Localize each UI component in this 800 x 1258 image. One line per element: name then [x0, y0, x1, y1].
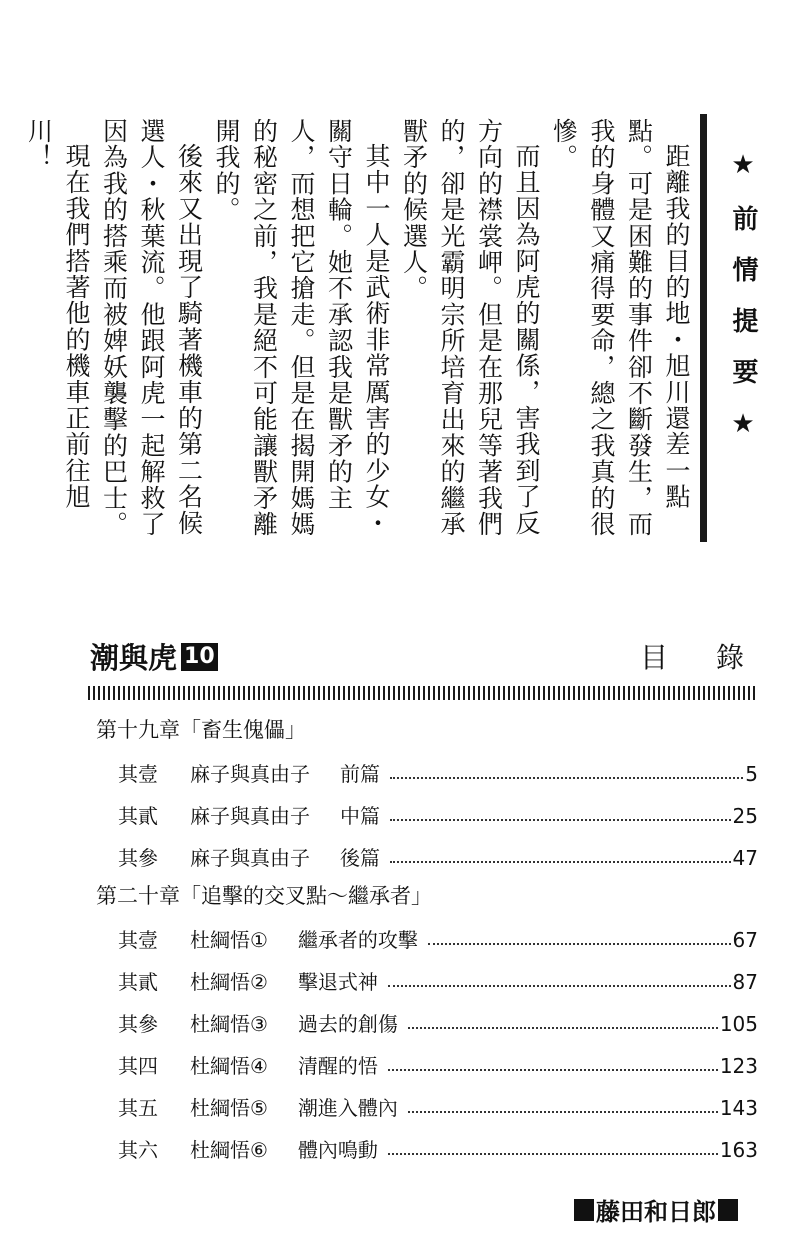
entry-number: 其壹: [118, 762, 158, 786]
entry-number: 其六: [118, 1138, 158, 1162]
chapter-title: 第二十章「追擊的交叉點～繼承者」: [96, 884, 432, 908]
entry-page-number: 123: [719, 1054, 758, 1078]
entry-subtitle: 前篇: [340, 762, 380, 786]
entry-page-number: 25: [732, 804, 758, 828]
synopsis-text: [24, 118, 695, 538]
entry-title: 杜綱悟⑥: [190, 1138, 268, 1162]
black-square-ornament: [718, 1199, 738, 1221]
leader-dots: [390, 861, 731, 863]
toc-entry[interactable]: [118, 966, 758, 996]
entry-title: 杜綱悟①: [190, 928, 268, 952]
entry-title: 麻子與真由子: [190, 762, 310, 786]
toc-entry[interactable]: [118, 1008, 758, 1038]
series-title: [90, 636, 218, 677]
author-credit: [574, 1192, 738, 1227]
entry-subtitle: 中篇: [340, 804, 380, 828]
leader-dots: [428, 943, 731, 945]
volume-badge: 10: [181, 643, 218, 671]
entry-subtitle: 後篇: [340, 846, 380, 870]
toc-entry[interactable]: [118, 924, 758, 954]
entry-title: 麻子與真由子: [190, 846, 310, 870]
entry-subtitle: 擊退式神: [297, 970, 378, 994]
entry-number: 其參: [118, 1012, 158, 1036]
entry-subtitle: 潮進入體內: [297, 1096, 398, 1120]
entry-number: 其參: [118, 846, 158, 870]
toc-entry[interactable]: [118, 800, 758, 830]
leader-dots: [388, 1069, 718, 1071]
synopsis-divider-bar: [700, 114, 707, 542]
entry-title: 麻子與真由子: [190, 804, 310, 828]
toc-entry[interactable]: [118, 758, 758, 788]
synopsis-label: ★前情提要★: [728, 150, 758, 464]
entry-title: 杜綱悟④: [190, 1054, 268, 1078]
entry-number: 其貳: [118, 970, 158, 994]
synopsis-paragraph: 現在我們搭著他的機車正前往旭川！: [24, 118, 91, 510]
entry-page-number: 5: [745, 762, 758, 786]
chapter-title: 第十九章「畜生傀儡」: [96, 718, 306, 742]
decorative-tick-rule: [88, 686, 758, 700]
entry-page-number: 163: [719, 1138, 758, 1162]
black-square-ornament: [574, 1199, 594, 1221]
leader-dots: [390, 777, 743, 779]
toc-entry[interactable]: [118, 1092, 758, 1122]
entry-subtitle: 清醒的悟: [297, 1054, 378, 1078]
toc-heading: 目錄: [640, 641, 793, 674]
entry-page-number: 87: [732, 970, 758, 994]
entry-number: 其四: [118, 1054, 158, 1078]
entry-page-number: 143: [719, 1096, 758, 1120]
entry-page-number: 67: [732, 928, 758, 952]
entry-page-number: 105: [719, 1012, 758, 1036]
leader-dots: [388, 1153, 718, 1155]
entry-subtitle: 體內鳴動: [297, 1138, 378, 1162]
synopsis-paragraph: 而且因為阿虎的關係，害我到了反方向的襟裳岬。但是在那兒等著我們的，卻是光霸明宗所培育出來的繼承獸矛的候選人。: [399, 118, 541, 538]
entry-number: 其貳: [118, 804, 158, 828]
leader-dots: [388, 985, 731, 987]
entry-number: 其五: [118, 1096, 158, 1120]
toc-entry[interactable]: [118, 1050, 758, 1080]
series-title-text: 潮與虎: [90, 641, 178, 675]
synopsis-paragraph: 後來又出現了騎著機車的第二名候選人・秋葉流。他跟阿虎一起解救了因為我的搭乘而被婢妖襲擊的巴士。: [99, 118, 204, 538]
leader-dots: [408, 1111, 718, 1113]
synopsis-paragraph: 其中一人是武術非常厲害的少女・關守日輪。她不承認我是獸矛的主人，而想把它搶走。但是在揭開媽媽的秘密之前，我是絕不可能讓獸矛離開我的。: [212, 118, 391, 538]
entry-subtitle: 繼承者的攻擊: [297, 928, 418, 952]
entry-number: 其壹: [118, 928, 158, 952]
synopsis-paragraph: 距離我的目的地・旭川還差一點點。可是困難的事件卻不斷發生，而我的身體又痛得要命，總之我真的很慘。: [549, 118, 691, 538]
entry-page-number: 47: [732, 846, 758, 870]
leader-dots: [408, 1027, 718, 1029]
entry-subtitle: 過去的創傷: [297, 1012, 398, 1036]
toc-entry[interactable]: [118, 842, 758, 872]
leader-dots: [390, 819, 731, 821]
entry-title: 杜綱悟②: [190, 970, 268, 994]
entry-title: 杜綱悟⑤: [190, 1096, 268, 1120]
author-name: 藤田和日郎: [596, 1198, 716, 1226]
entry-title: 杜綱悟③: [190, 1012, 268, 1036]
toc-entry[interactable]: [118, 1134, 758, 1164]
